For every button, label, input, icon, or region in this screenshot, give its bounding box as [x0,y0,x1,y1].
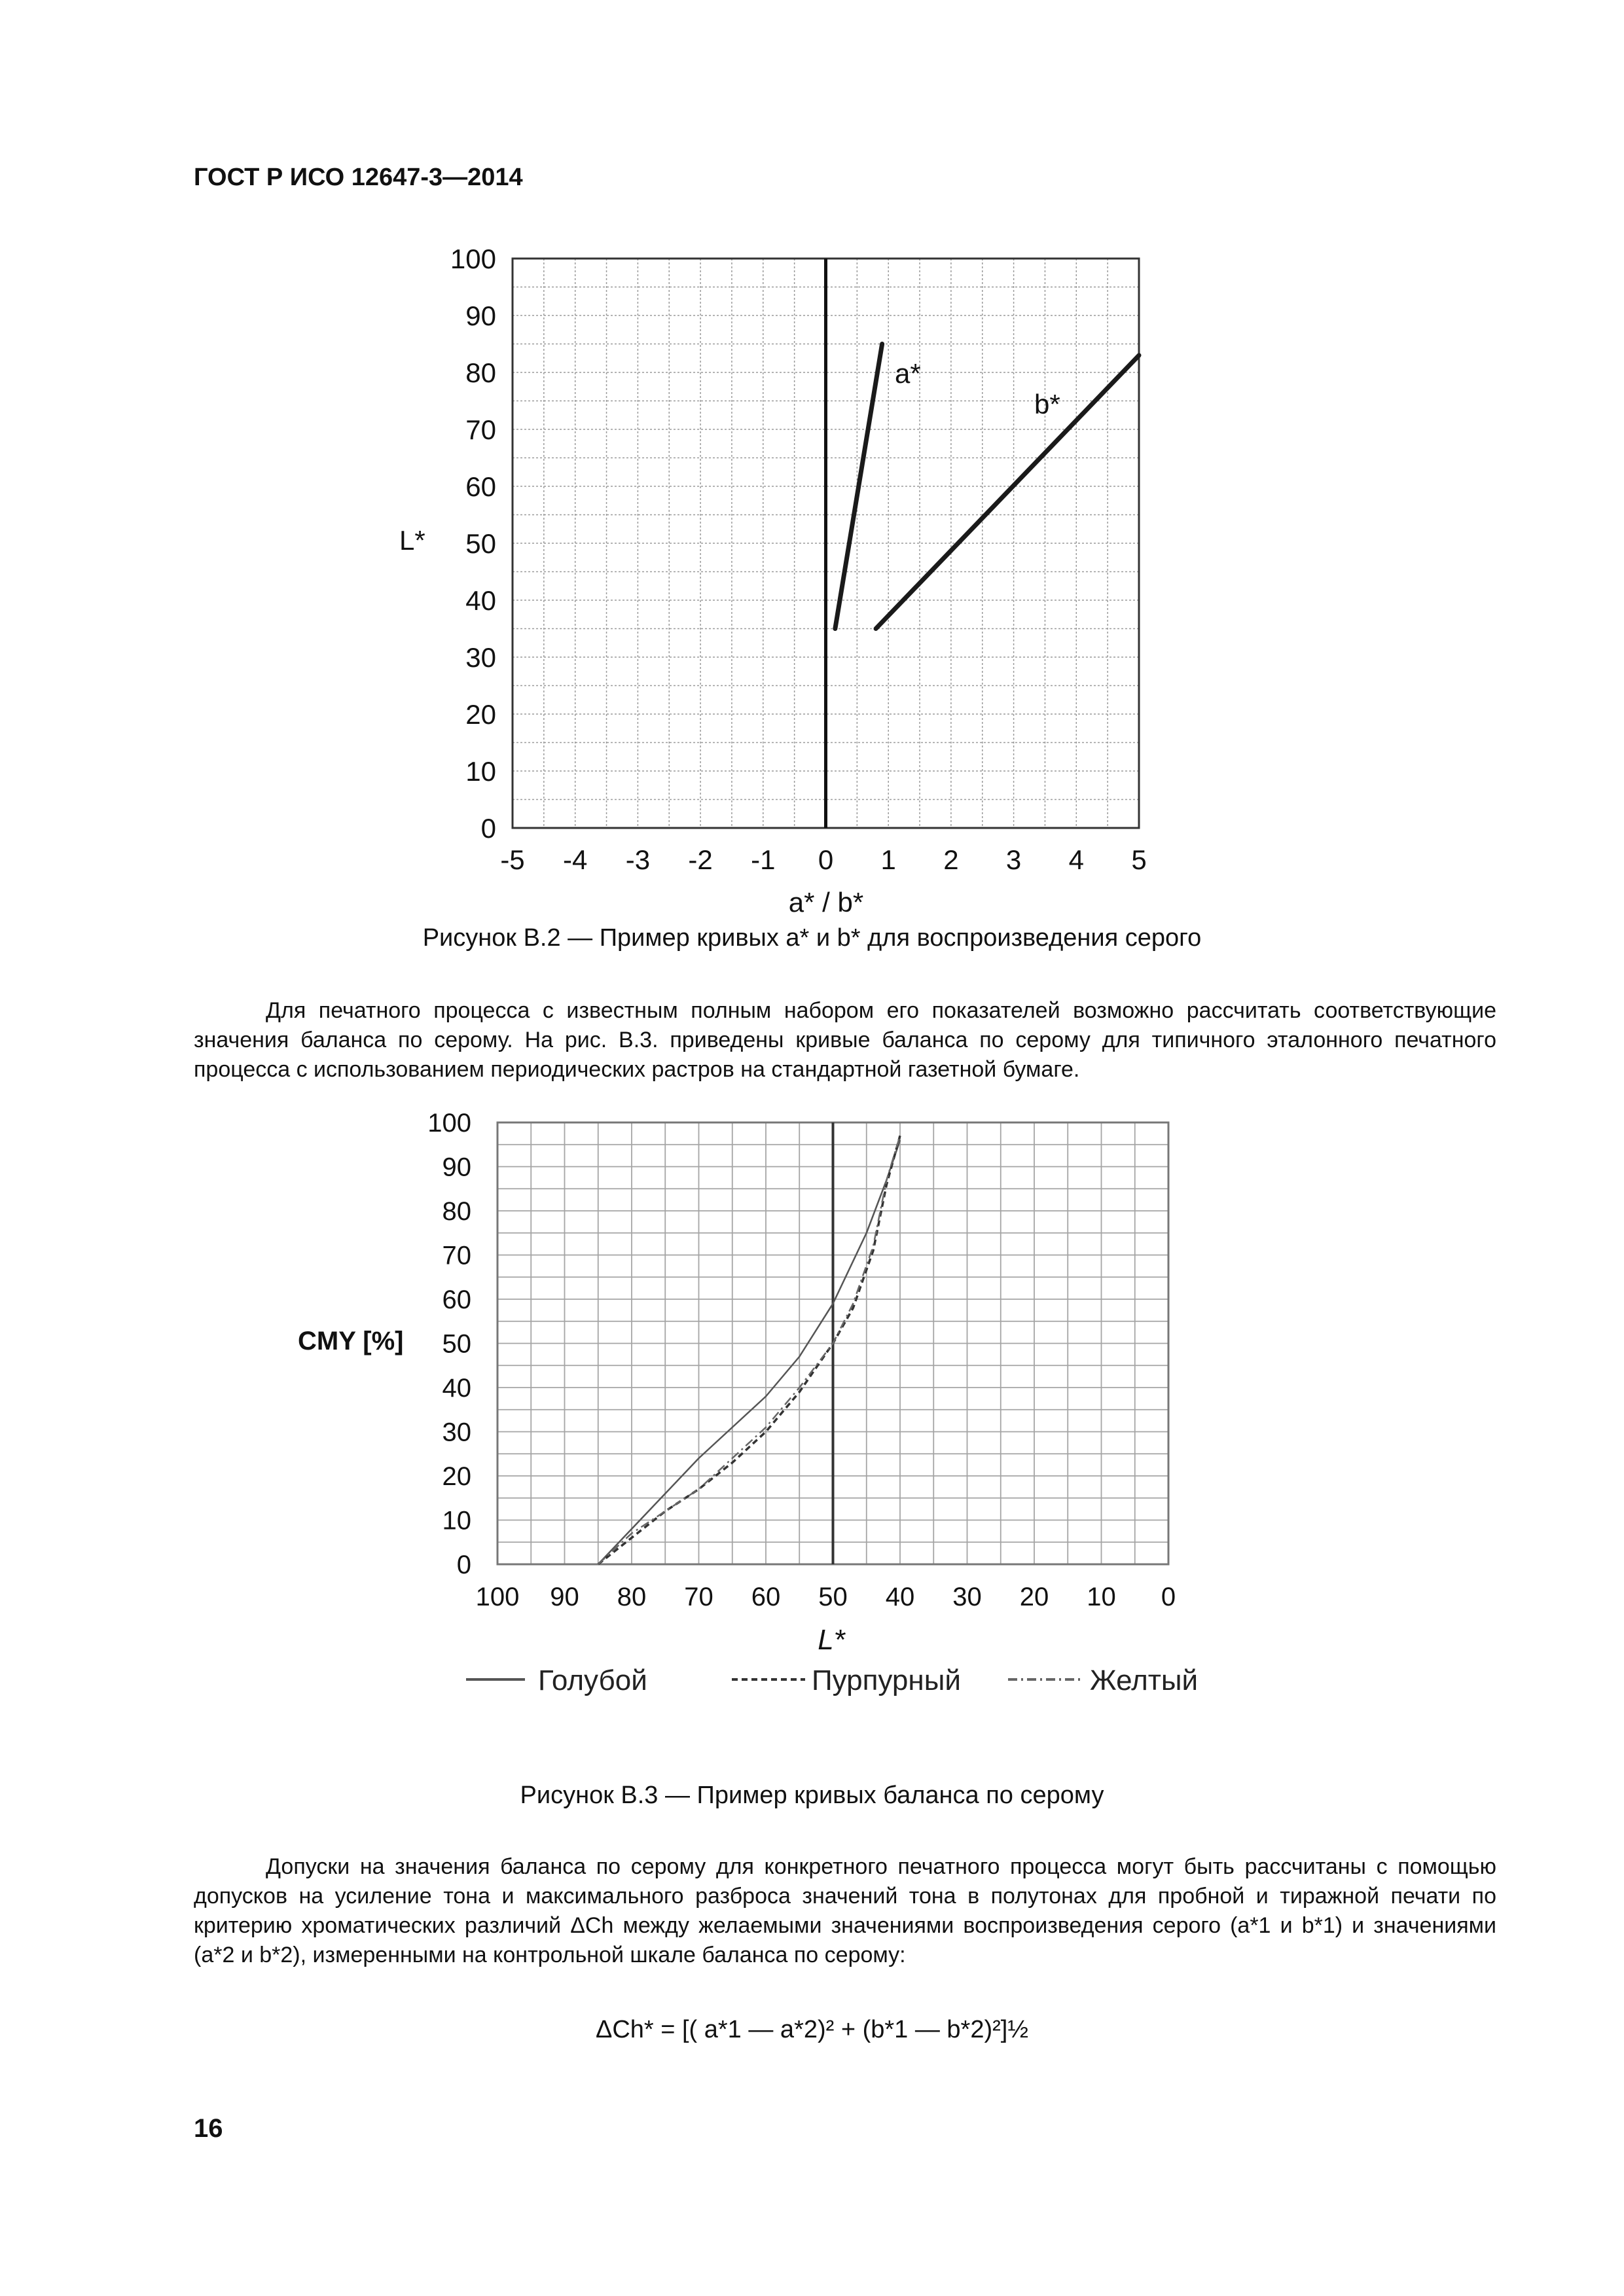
series-line-magenta [598,1136,900,1564]
x-tick-label: 30 [952,1583,982,1611]
x-tick-label: 90 [550,1583,579,1611]
x-tick-label: 60 [751,1583,781,1611]
x-tick-label: 70 [684,1583,713,1611]
y-tick-label: 20 [442,1462,471,1491]
series-label-b: b* [1034,389,1060,420]
y-tick-label: 100 [450,243,496,274]
x-tick-label: 10 [1087,1583,1116,1611]
x-tick-label: 50 [818,1583,848,1611]
figure-b3-caption: Рисунок В.3 — Пример кривых баланса по серому [520,1782,1104,1809]
y-tick-label: 90 [465,300,496,331]
y-axis-label: CMY [%] [298,1327,404,1355]
y-tick-label: 10 [442,1506,471,1535]
y-tick-label: 80 [465,357,496,388]
x-tick-label: 20 [1019,1583,1049,1611]
series-line-cyan [598,1140,900,1564]
x-tick-label: 80 [617,1583,647,1611]
y-tick-label: 70 [465,414,496,445]
legend-yellow-label: Желтый [1090,1664,1199,1696]
x-axis-label: L* [818,1624,845,1656]
y-tick-label: 90 [442,1153,471,1182]
x-tick-label: -2 [688,844,713,875]
y-tick-label: 70 [442,1241,471,1270]
y-tick-label: 20 [465,699,496,730]
y-tick-label: 30 [465,642,496,673]
y-tick-label: 60 [442,1285,471,1314]
paragraph-1: Для печатного процесса с известным полным набором его показателей возможно рассчитать соответствующие значения баланса по серому. На рис. В.3. приведены кривые баланса по серому для типичного эталонного печатного процесса с использованием периодических растров на стандартной газетной бумаге. [194,998,1496,1082]
x-tick-label: 3 [1005,844,1022,875]
y-tick-label: 100 [427,1109,471,1138]
y-tick-label: 60 [465,471,496,502]
x-tick-label: 4 [1068,844,1084,875]
x-tick-label: 0 [818,844,834,875]
legend-magenta-label: Пурпурный [812,1664,961,1696]
x-tick-label: -3 [625,844,651,875]
series-line-b [876,355,1139,629]
y-axis-label: L* [399,525,425,556]
x-tick-label: 2 [943,844,959,875]
figure-b2-caption: Рисунок В.2 — Пример кривых a* и b* для воспроизведения серого [422,924,1202,952]
x-tick-label: 5 [1131,844,1147,875]
series-label-a: a* [895,358,921,389]
x-tick-label: 1 [880,844,896,875]
delta-ch-formula: ΔCh* = [( a*1 — a*2)² + (b*1 — b*2)²]½ [595,2016,1029,2043]
y-tick-label: 30 [442,1418,471,1447]
x-tick-label: -4 [563,844,588,875]
x-tick-label: -5 [500,844,525,875]
y-tick-label: 10 [465,756,496,787]
y-tick-label: 80 [442,1197,471,1226]
y-tick-label: 50 [465,528,496,559]
series-line-yellow [598,1136,900,1564]
x-tick-label: 40 [885,1583,915,1611]
x-tick-label: 0 [1161,1583,1176,1611]
y-tick-label: 0 [456,1551,471,1579]
y-tick-label: 40 [465,585,496,616]
legend-cyan-label: Голубой [538,1664,647,1696]
x-tick-label: 100 [475,1583,520,1611]
x-tick-label: -1 [751,844,776,875]
y-tick-label: 40 [442,1374,471,1403]
x-axis-label: a* / b* [788,887,864,918]
document-header: ГОСТ Р ИСО 12647-3—2014 [194,164,523,191]
y-tick-label: 0 [480,813,496,844]
paragraph-2: Допуски на значения баланса по серому для конкретного печатного процесса могут быть рассчитаны с помощью допусков на усиление тона и максимального разброса значений тона в полутонах для пробной и тиражной печати по критерию хроматических различий ΔCh между желаемыми значениями воспроизведения серого (a*1 и b*1) и значениями (a*2 и b*2), измеренными на контрольной шкале баланса по серому: [194,1854,1496,1967]
y-tick-label: 50 [442,1329,471,1359]
page-number: 16 [194,2114,223,2143]
